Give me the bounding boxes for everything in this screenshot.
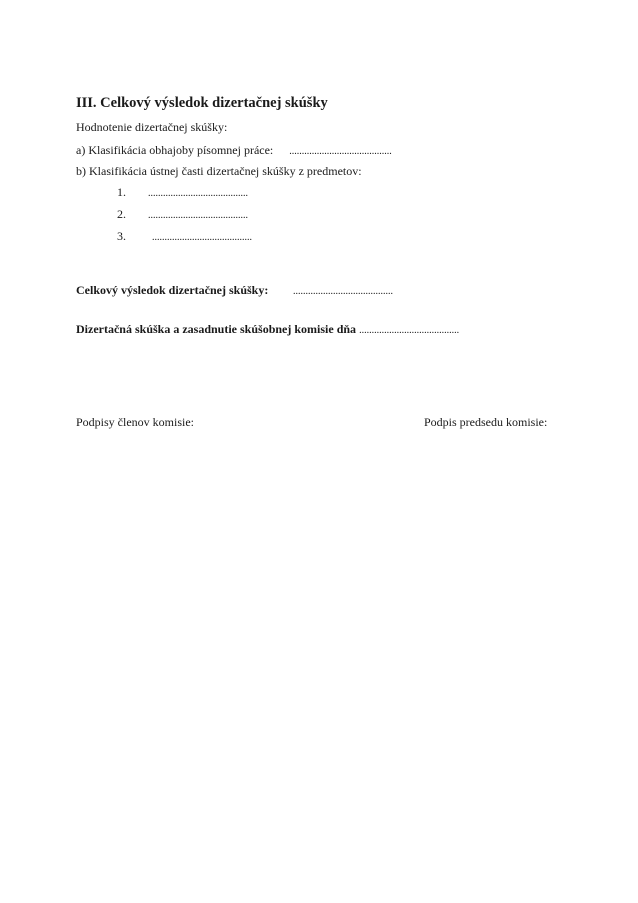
subject-dots (148, 185, 248, 201)
subject-number: 2. (117, 207, 126, 221)
subject-row (117, 207, 126, 221)
meeting-date-dots: ........................................ (359, 325, 460, 336)
subject-dots-text: ........................................ (148, 210, 248, 221)
subject-dots-text: ........................................ (148, 188, 248, 199)
section-heading: III. Celkový výsledok dizertačnej skúšky (76, 95, 328, 111)
subject-dots-text: ........................................ (152, 232, 252, 243)
chair-signature-label: Podpis predsedu komisie: (424, 415, 548, 429)
meeting-date-line (76, 322, 459, 338)
item-a-dots: ......................................... (289, 146, 392, 157)
item-b-label: b) Klasifikácia ústnej časti dizertačnej skúšky z predmetov: (76, 164, 362, 178)
meeting-date-label: Dizertačná skúška a zasadnutie skúšobnej komisie dňa (76, 322, 357, 336)
subject-number: 3. (117, 229, 126, 243)
subject-row (117, 185, 126, 199)
subject-dots (148, 207, 248, 223)
evaluation-label: Hodnotenie dizertačnej skúšky: (76, 120, 228, 134)
members-signature-label: Podpisy členov komisie: (76, 415, 194, 429)
subject-number: 1. (117, 185, 126, 199)
subject-dots (152, 229, 252, 245)
subject-row (117, 229, 126, 243)
item-a-label: a) Klasifikácia obhajoby písomnej práce: (76, 143, 274, 157)
item-a-line (76, 143, 392, 159)
overall-dots-text: ........................................ (293, 286, 393, 297)
overall-result-label: Celkový výsledok dizertačnej skúšky: (76, 283, 269, 297)
overall-result-dots (293, 283, 393, 299)
